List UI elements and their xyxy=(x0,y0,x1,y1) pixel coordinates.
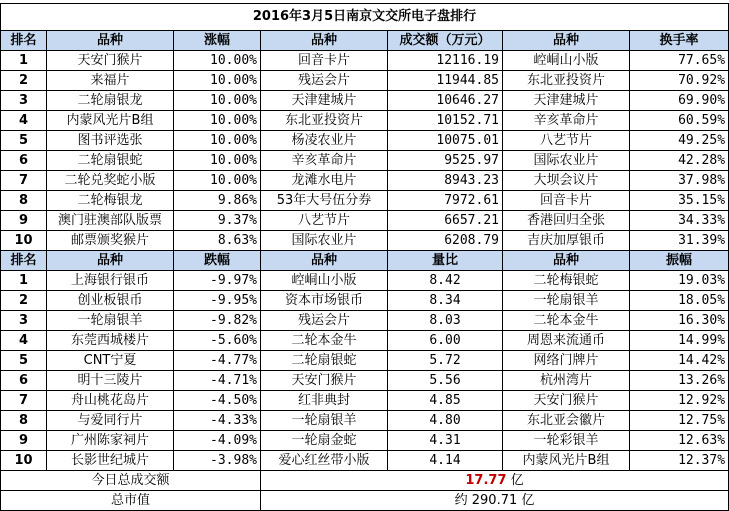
rank-cell: 4 xyxy=(1,331,47,351)
top-header-row xyxy=(1,31,729,51)
table-row xyxy=(1,311,729,331)
amplitude-cell: 14.99% xyxy=(630,331,729,351)
volume-name-cell: 辛亥革命片 xyxy=(261,151,388,171)
table-row xyxy=(1,91,729,111)
table-row xyxy=(1,151,729,171)
amplitude-cell: 12.63% xyxy=(630,431,729,451)
amplitude-cell: 12.75% xyxy=(630,411,729,431)
drop-cell: -5.60% xyxy=(174,331,261,351)
amplitude-cell: 12.92% xyxy=(630,391,729,411)
volume-cell: 10152.71 xyxy=(388,111,503,131)
drop-name-cell: 创业板银币 xyxy=(47,291,174,311)
rank-cell: 10 xyxy=(1,231,47,251)
amplitude-name-cell: 一轮扇银羊 xyxy=(503,291,630,311)
ratio-name-cell: 崆峒山小版 xyxy=(261,271,388,291)
rank-cell: 4 xyxy=(1,111,47,131)
table-row xyxy=(1,371,729,391)
drop-cell: -4.71% xyxy=(174,371,261,391)
ratio-header: 量比 xyxy=(388,251,503,271)
rank-cell: 6 xyxy=(1,371,47,391)
ratio-cell: 4.14 xyxy=(388,451,503,471)
drop-name-cell: 东莞西城楼片 xyxy=(47,331,174,351)
amplitude-cell: 12.37% xyxy=(630,451,729,471)
ratio-name-cell: 一轮扇银羊 xyxy=(261,411,388,431)
rank-cell: 9 xyxy=(1,211,47,231)
gain-cell: 10.00% xyxy=(174,131,261,151)
turnover-cell: 35.15% xyxy=(630,191,729,211)
turnover-cell: 70.92% xyxy=(630,71,729,91)
ratio-name-cell: 爱心红丝带小版 xyxy=(261,451,388,471)
rank-cell: 1 xyxy=(1,271,47,291)
volume-cell: 6657.21 xyxy=(388,211,503,231)
table-row xyxy=(1,291,729,311)
total-volume-row xyxy=(1,471,729,491)
volume-cell: 11944.85 xyxy=(388,71,503,91)
total-volume-unit: 亿 xyxy=(510,473,524,488)
gain-name-cell: 二轮梅银龙 xyxy=(47,191,174,211)
ratio-name-cell: 二轮扇银蛇 xyxy=(261,351,388,371)
rank-header: 排名 xyxy=(1,31,47,51)
drop-cell: -9.82% xyxy=(174,311,261,331)
ratio-cell: 8.42 xyxy=(388,271,503,291)
market-cap-value: 290.71 xyxy=(471,493,518,508)
table-row xyxy=(1,211,729,231)
table-row xyxy=(1,111,729,131)
volume-name-cell: 八艺节片 xyxy=(261,211,388,231)
table-row xyxy=(1,391,729,411)
volume-cell: 10075.01 xyxy=(388,131,503,151)
rank-cell: 2 xyxy=(1,71,47,91)
rank-cell: 2 xyxy=(1,291,47,311)
volume-name-cell: 东北亚投资片 xyxy=(261,111,388,131)
table-row xyxy=(1,131,729,151)
drop-cell: -9.97% xyxy=(174,271,261,291)
rank-cell: 7 xyxy=(1,391,47,411)
ratio-name-cell: 残运会片 xyxy=(261,311,388,331)
table-row xyxy=(1,411,729,431)
gain-name-cell: 二轮兑奖蛇小版 xyxy=(47,171,174,191)
drop-name-cell: 长影世纪城片 xyxy=(47,451,174,471)
turnover-header: 换手率 xyxy=(630,31,729,51)
turnover-name-cell: 东北亚投资片 xyxy=(503,71,630,91)
volume-cell: 7972.61 xyxy=(388,191,503,211)
gain-name-cell: 来福片 xyxy=(47,71,174,91)
volume-name-cell: 国际农业片 xyxy=(261,231,388,251)
drop-name-cell: 一轮扇银羊 xyxy=(47,311,174,331)
gain-name-cell: 天安门猴片 xyxy=(47,51,174,71)
ratio-name-cell: 天安门猴片 xyxy=(261,371,388,391)
turnover-name-cell: 天津建城片 xyxy=(503,91,630,111)
turnover-cell: 31.39% xyxy=(630,231,729,251)
volume-cell: 12116.19 xyxy=(388,51,503,71)
turnover-name-header: 品种 xyxy=(503,31,630,51)
amplitude-name-cell: 二轮梅银蛇 xyxy=(503,271,630,291)
gain-header: 涨幅 xyxy=(174,31,261,51)
gain-cell: 10.00% xyxy=(174,51,261,71)
gain-cell: 9.86% xyxy=(174,191,261,211)
gain-name-header: 品种 xyxy=(47,31,174,51)
rank-cell: 6 xyxy=(1,151,47,171)
turnover-cell: 42.28% xyxy=(630,151,729,171)
gain-cell: 10.00% xyxy=(174,91,261,111)
rank-cell: 5 xyxy=(1,131,47,151)
turnover-cell: 37.98% xyxy=(630,171,729,191)
market-cap-unit: 亿 xyxy=(521,493,535,508)
amplitude-name-cell: 二轮本金牛 xyxy=(503,311,630,331)
volume-name-cell: 天津建城片 xyxy=(261,91,388,111)
volume-cell: 6208.79 xyxy=(388,231,503,251)
amplitude-cell: 18.05% xyxy=(630,291,729,311)
rank-cell: 8 xyxy=(1,411,47,431)
ratio-name-cell: 二轮本金牛 xyxy=(261,331,388,351)
gain-name-cell: 内蒙风光片B组 xyxy=(47,111,174,131)
volume-header: 成交额（万元） xyxy=(388,31,503,51)
market-cap-label: 总市值 xyxy=(1,491,261,511)
table-row xyxy=(1,451,729,471)
ratio-cell: 4.80 xyxy=(388,411,503,431)
ratio-cell: 5.56 xyxy=(388,371,503,391)
amplitude-name-cell: 周恩来流通币 xyxy=(503,331,630,351)
drop-name-cell: 与爱同行片 xyxy=(47,411,174,431)
gain-cell: 10.00% xyxy=(174,171,261,191)
market-cap-cell xyxy=(261,491,729,511)
amplitude-header: 振幅 xyxy=(630,251,729,271)
volume-name-header: 品种 xyxy=(261,31,388,51)
rank-cell: 8 xyxy=(1,191,47,211)
amplitude-cell: 19.03% xyxy=(630,271,729,291)
sheet-title: 2016年3月5日南京文交所电子盘排行 xyxy=(1,4,729,31)
turnover-name-cell: 崆峒山小版 xyxy=(503,51,630,71)
table-row xyxy=(1,331,729,351)
rank-cell: 5 xyxy=(1,351,47,371)
ratio-cell: 5.72 xyxy=(388,351,503,371)
amplitude-cell: 14.42% xyxy=(630,351,729,371)
turnover-name-cell: 辛亥革命片 xyxy=(503,111,630,131)
turnover-cell: 69.90% xyxy=(630,91,729,111)
volume-cell: 10646.27 xyxy=(388,91,503,111)
amplitude-name-cell: 网络门牌片 xyxy=(503,351,630,371)
amplitude-name-header: 品种 xyxy=(503,251,630,271)
gain-name-cell: 图书评选张 xyxy=(47,131,174,151)
turnover-cell: 77.65% xyxy=(630,51,729,71)
drop-cell: -4.77% xyxy=(174,351,261,371)
ratio-name-cell: 资本市场银币 xyxy=(261,291,388,311)
rank-cell: 9 xyxy=(1,431,47,451)
ratio-name-cell: 一轮扇金蛇 xyxy=(261,431,388,451)
table-row xyxy=(1,191,729,211)
amplitude-name-cell: 内蒙风光片B组 xyxy=(503,451,630,471)
title-row xyxy=(1,4,729,31)
drop-name-cell: 舟山桃花岛片 xyxy=(47,391,174,411)
gain-cell: 10.00% xyxy=(174,151,261,171)
table-row xyxy=(1,171,729,191)
total-volume-value: 17.77 xyxy=(465,473,507,488)
rank-cell: 1 xyxy=(1,51,47,71)
table-row xyxy=(1,231,729,251)
volume-name-cell: 杨凌农业片 xyxy=(261,131,388,151)
turnover-cell: 49.25% xyxy=(630,131,729,151)
drop-cell: -4.50% xyxy=(174,391,261,411)
table-row xyxy=(1,351,729,371)
amplitude-name-cell: 东北亚会徽片 xyxy=(503,411,630,431)
drop-cell: -3.98% xyxy=(174,451,261,471)
turnover-cell: 34.33% xyxy=(630,211,729,231)
volume-name-cell: 残运会片 xyxy=(261,71,388,91)
amplitude-cell: 13.26% xyxy=(630,371,729,391)
table-body xyxy=(1,4,729,511)
bottom-header-row xyxy=(1,251,729,271)
turnover-name-cell: 回音卡片 xyxy=(503,191,630,211)
volume-name-cell: 龙滩水电片 xyxy=(261,171,388,191)
turnover-name-cell: 八艺节片 xyxy=(503,131,630,151)
rank-cell: 3 xyxy=(1,311,47,331)
turnover-name-cell: 国际农业片 xyxy=(503,151,630,171)
drop-name-cell: 广州陈家祠片 xyxy=(47,431,174,451)
volume-cell: 8943.23 xyxy=(388,171,503,191)
total-volume-cell xyxy=(261,471,729,491)
volume-name-cell: 回音卡片 xyxy=(261,51,388,71)
table-row xyxy=(1,51,729,71)
drop-cell: -9.95% xyxy=(174,291,261,311)
table-row xyxy=(1,71,729,91)
total-volume-label: 今日总成交额 xyxy=(1,471,261,491)
volume-cell: 9525.97 xyxy=(388,151,503,171)
rank-cell: 10 xyxy=(1,451,47,471)
gain-name-cell: 二轮扇银蛇 xyxy=(47,151,174,171)
ratio-cell: 8.03 xyxy=(388,311,503,331)
amplitude-name-cell: 一轮彩银羊 xyxy=(503,431,630,451)
drop-header: 跌幅 xyxy=(174,251,261,271)
drop-cell: -4.09% xyxy=(174,431,261,451)
drop-cell: -4.33% xyxy=(174,411,261,431)
amplitude-cell: 16.30% xyxy=(630,311,729,331)
ratio-cell: 8.34 xyxy=(388,291,503,311)
ratio-cell: 4.31 xyxy=(388,431,503,451)
ratio-cell: 6.00 xyxy=(388,331,503,351)
gain-cell: 10.00% xyxy=(174,111,261,131)
ranking-table xyxy=(0,3,729,511)
ratio-cell: 4.85 xyxy=(388,391,503,411)
market-cap-row xyxy=(1,491,729,511)
market-cap-prefix: 约 xyxy=(454,493,468,508)
gain-cell: 8.63% xyxy=(174,231,261,251)
gain-name-cell: 邮票颁奖猴片 xyxy=(47,231,174,251)
gain-name-cell: 二轮扇银龙 xyxy=(47,91,174,111)
turnover-name-cell: 吉庆加厚银币 xyxy=(503,231,630,251)
table-row xyxy=(1,431,729,451)
drop-name-cell: CNT宁夏 xyxy=(47,351,174,371)
rank-cell: 3 xyxy=(1,91,47,111)
gain-name-cell: 澳门驻澳部队版票 xyxy=(47,211,174,231)
amplitude-name-cell: 杭州湾片 xyxy=(503,371,630,391)
rank-header: 排名 xyxy=(1,251,47,271)
rank-cell: 7 xyxy=(1,171,47,191)
turnover-name-cell: 香港回归全张 xyxy=(503,211,630,231)
drop-name-cell: 上海银行银币 xyxy=(47,271,174,291)
gain-cell: 10.00% xyxy=(174,71,261,91)
amplitude-name-cell: 天安门猴片 xyxy=(503,391,630,411)
turnover-name-cell: 大坝会议片 xyxy=(503,171,630,191)
turnover-cell: 60.59% xyxy=(630,111,729,131)
gain-cell: 9.37% xyxy=(174,211,261,231)
volume-name-cell: 53年大号伍分券 xyxy=(261,191,388,211)
table-row xyxy=(1,271,729,291)
ratio-name-header: 品种 xyxy=(261,251,388,271)
ratio-name-cell: 红非典封 xyxy=(261,391,388,411)
drop-name-cell: 明十三陵片 xyxy=(47,371,174,391)
drop-name-header: 品种 xyxy=(47,251,174,271)
